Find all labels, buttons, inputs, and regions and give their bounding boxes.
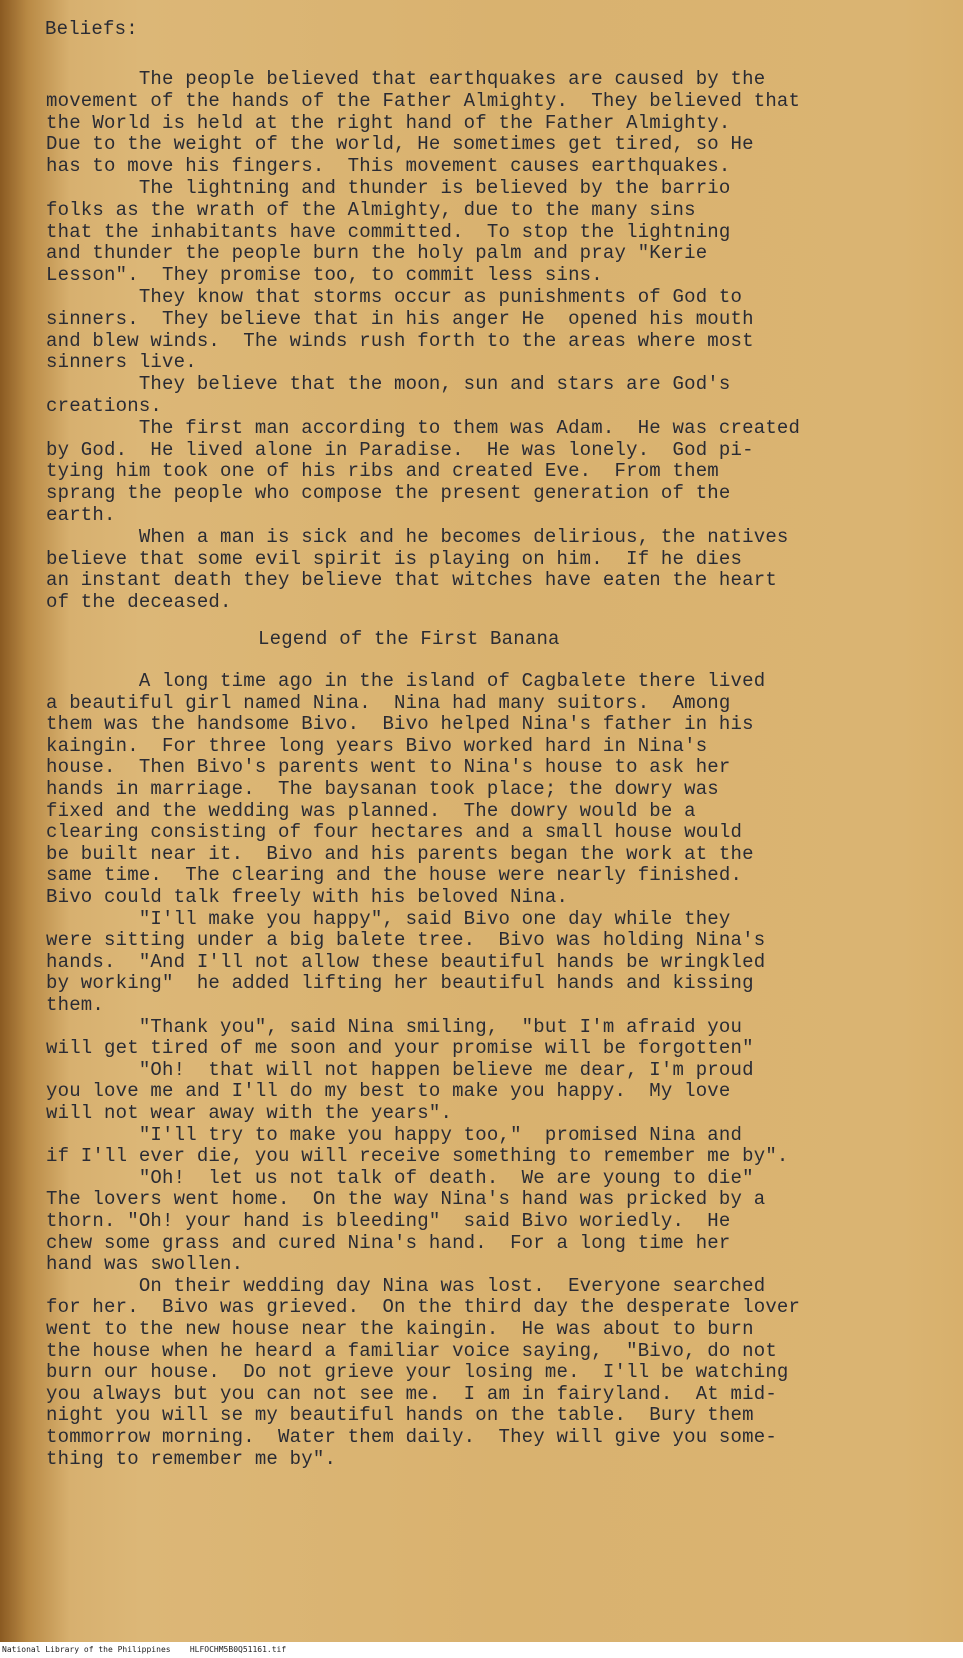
text-line: night you will se my beautiful hands on the table. Bury them	[46, 1404, 754, 1427]
text-line: an instant death they believe that witches have eaten the heart	[46, 569, 777, 592]
text-line: The lightning and thunder is believed by the barrio	[46, 177, 731, 199]
text-line: will not wear away with the years".	[46, 1102, 453, 1124]
text-line: believe that some evil spirit is playing on him. If he dies	[46, 547, 743, 570]
text-line: you always but you can not see me. I am in fairyland. At mid-	[46, 1382, 777, 1405]
text-line: When a man is sick and he becomes delirious, the natives	[46, 525, 789, 548]
text-line: kaingin. For three long years Bivo worked hard in Nina's	[46, 734, 708, 757]
text-line: folks as the wrath of the Almighty, due to the many sins	[46, 198, 696, 221]
text-line: sinners. They believe that in his anger He opened his mouth	[46, 307, 754, 330]
scan-footer: National Library of the Philippines HLFOCHM5B0Q51161.tif	[2, 1645, 287, 1654]
text-line: went to the new house near the kaingin. He was about to burn	[46, 1318, 754, 1340]
text-line: hands in marriage. The baysanan took place; the dowry was	[46, 778, 719, 800]
text-line: "I'll try to make you happy too," promised Nina and	[46, 1123, 743, 1146]
text-line: house. Then Bivo's parents went to Nina's house to ask her	[46, 756, 731, 779]
text-line: "Oh! let us not talk of death. We are young to die"	[46, 1166, 754, 1189]
text-line: sprang the people who compose the present generation of the	[46, 482, 731, 505]
text-line: The first man according to them was Adam. He was created	[46, 416, 801, 439]
text-line: earth.	[46, 504, 116, 526]
text-line: On their wedding day Nina was lost. Everyone searched	[46, 1274, 766, 1297]
text-line: clearing consisting of four hectares and a small house would	[46, 821, 743, 844]
text-line: hands. "And I'll not allow these beautiful hands be wringkled	[46, 950, 766, 973]
text-line: them.	[46, 994, 105, 1016]
text-line: tying him took one of his ribs and created Eve. From them	[46, 460, 719, 483]
text-line: fixed and the wedding was planned. The dowry would be a	[46, 799, 696, 822]
text-line: you love me and I'll do my best to make you happy. My love	[46, 1080, 731, 1103]
text-line: be built near it. Bivo and his parents began the work at the	[46, 842, 754, 865]
text-line: has to move his fingers. This movement causes earthquakes.	[46, 155, 731, 178]
text-line: tommorrow morning. Water them daily. They will give you some-	[46, 1426, 777, 1448]
text-line: movement of the hands of the Father Almighty. They believed that	[46, 89, 801, 112]
legend-title: Legend of the First Banana	[258, 628, 560, 650]
text-line: They believe that the moon, sun and stars are God's	[46, 373, 731, 396]
text-line: if I'll ever die, you will receive something to remember me by".	[46, 1145, 789, 1168]
text-line: were sitting under a big balete tree. Bivo was holding Nina's	[46, 929, 766, 952]
text-line: and blew winds. The winds rush forth to the areas where most	[46, 329, 754, 352]
text-line: by God. He lived alone in Paradise. He was lonely. God pi-	[46, 438, 754, 461]
section-heading: Beliefs:	[45, 18, 138, 40]
text-line: The people believed that earthquakes are caused by the	[46, 68, 766, 90]
text-line: burn our house. Do not grieve your losing me. I'll be watching	[46, 1361, 789, 1384]
text-line: chew some grass and cured Nina's hand. For a long time her	[46, 1231, 731, 1254]
text-line: the World is held at the right hand of the Father Almighty.	[46, 111, 731, 134]
text-line: "Thank you", said Nina smiling, "but I'm afraid you	[46, 1015, 743, 1038]
text-line: hand was swollen.	[46, 1253, 244, 1276]
text-line: thing to remember me by".	[46, 1447, 337, 1470]
text-line: sinners live.	[46, 351, 197, 374]
text-line: "Oh! that will not happen believe me dear, I'm proud	[46, 1058, 754, 1081]
text-line: same time. The clearing and the house were nearly finished.	[46, 864, 743, 887]
text-line: Bivo could talk freely with his beloved Nina.	[46, 886, 569, 908]
text-line: Due to the weight of the world, He sometimes get tired, so He	[46, 133, 754, 156]
text-line: them was the handsome Bivo. Bivo helped Nina's father in his	[46, 713, 754, 736]
text-line: and thunder the people burn the holy palm and pray "Kerie	[46, 242, 708, 265]
text-line: Lesson". They promise too, to commit less sins.	[46, 264, 603, 287]
text-line: "I'll make you happy", said Bivo one day while they	[46, 907, 731, 930]
text-line: The lovers went home. On the way Nina's hand was pricked by a	[46, 1188, 766, 1211]
text-line: the house when he heard a familiar voice saying, "Bivo, do not	[46, 1339, 777, 1362]
text-line: A long time ago in the island of Cagbalete there lived	[46, 670, 766, 692]
text-line: that the inhabitants have committed. To stop the lightning	[46, 220, 731, 243]
text-line: of the deceased.	[46, 591, 232, 614]
text-line: for her. Bivo was grieved. On the third day the desperate lover	[46, 1296, 801, 1319]
text-line: will get tired of me soon and your promise will be forgotten"	[46, 1037, 754, 1060]
text-line: a beautiful girl named Nina. Nina had many suitors. Among	[46, 691, 731, 714]
text-line: thorn. "Oh! your hand is bleeding" said Bivo woriedly. He	[46, 1210, 731, 1232]
text-line: They know that storms occur as punishments of God to	[46, 286, 743, 308]
text-line: by working" he added lifting her beautiful hands and kissing	[46, 972, 754, 995]
text-line: creations.	[46, 395, 163, 417]
